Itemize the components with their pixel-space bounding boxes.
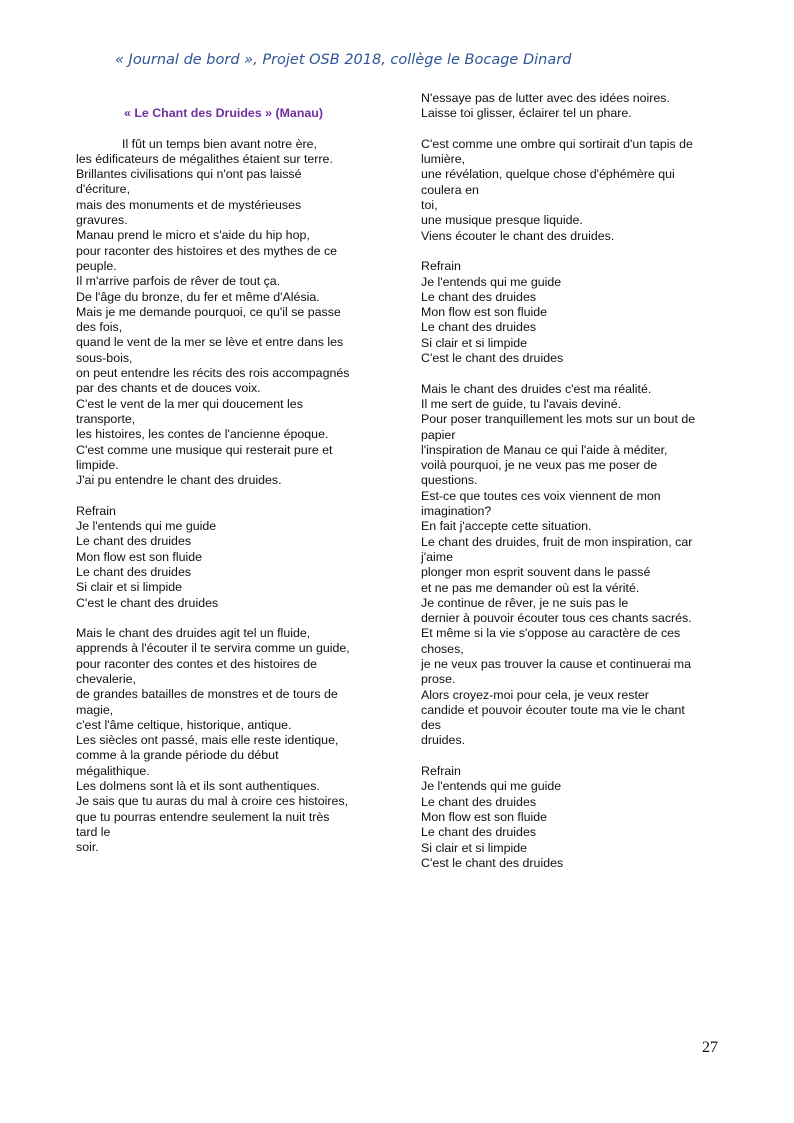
lyric-line: J'ai pu entendre le chant des druides. — [76, 473, 282, 488]
lyric-line: Est-ce que toutes ces voix viennent de mon — [421, 488, 661, 503]
lyric-line: limpide. — [76, 457, 119, 472]
lyric-line: Le chant des druides, fruit de mon inspiration, car — [421, 534, 693, 549]
lyric-line: prose. — [421, 672, 456, 687]
lyric-line: Viens écouter le chant des druides. — [421, 228, 615, 243]
lyric-line: Le chant des druides — [421, 794, 537, 809]
right-text-column — [421, 91, 731, 871]
blank-line — [421, 122, 731, 137]
lyric-line: Il me sert de guide, tu l'avais deviné. — [421, 396, 622, 411]
lyric-line: lumière, — [421, 152, 466, 167]
lyric-line: questions. — [421, 473, 478, 488]
lyric-line: je ne veux pas trouver la cause et continuerai ma — [421, 656, 691, 671]
lyric-line: Refrain — [76, 503, 116, 518]
lyric-line: Alors croyez-moi pour cela, je veux rester — [421, 687, 649, 702]
lyric-line: Je sais que tu auras du mal à croire ces histoires, — [76, 794, 349, 809]
lyric-line: Mais le chant des druides c'est ma réalité. — [421, 381, 652, 396]
lyric-line: Et même si la vie s'oppose au caractère de ces — [421, 626, 681, 641]
lyric-line: candide et pouvoir écouter toute ma vie le chant — [421, 702, 685, 717]
lyric-line: C'est le chant des druides — [421, 855, 564, 870]
lyric-line: j'aime — [421, 549, 453, 564]
lyric-line: C'est comme une ombre qui sortirait d'un tapis de — [421, 136, 693, 151]
lyric-line: toi, — [421, 198, 438, 213]
lyric-line: Pour poser tranquillement les mots sur un bout de — [421, 412, 696, 427]
lyric-line: tard le — [76, 824, 111, 839]
left-lyrics — [76, 137, 386, 856]
lyric-line: Mais je me demande pourquoi, ce qu'il se passe — [76, 304, 341, 319]
lyric-line: les édificateurs de mégalithes étaient sur terre. — [76, 151, 333, 166]
lyric-line: et ne pas me demander où est la vérité. — [421, 580, 640, 595]
lyric-line: imagination? — [421, 504, 492, 519]
lyric-line: soir. — [76, 840, 99, 855]
lyric-line: Je l'entends qui me guide — [421, 274, 562, 289]
lyric-line: Je l'entends qui me guide — [421, 779, 562, 794]
lyric-line: Le chant des druides — [421, 825, 537, 840]
lyric-line: peuple. — [76, 258, 117, 273]
song-title: « Le Chant des Druides » (Manau) — [124, 106, 323, 120]
lyric-line: une révélation, quelque chose d'éphémère qui — [421, 167, 675, 182]
lyric-line: on peut entendre les récits des rois accompagnés — [76, 366, 350, 381]
lyric-line: par des chants et de douces voix. — [76, 381, 261, 396]
lyric-line: Mon flow est son fluide — [421, 809, 548, 824]
lyric-line: C'est le chant des druides — [76, 595, 219, 610]
right-lyrics — [421, 91, 731, 871]
lyric-line: pour raconter des contes et des histoires de — [76, 656, 318, 671]
lyric-line: C'est le chant des druides — [421, 351, 564, 366]
lyric-line: les histoires, les contes de l'ancienne époque. — [76, 427, 329, 442]
lyric-line: magie, — [76, 702, 114, 717]
page-number: 27 — [702, 1039, 718, 1056]
lyric-line: Manau prend le micro et s'aide du hip hop, — [76, 228, 310, 243]
blank-line — [76, 488, 386, 503]
lyric-line: que tu pourras entendre seulement la nuit très — [76, 809, 330, 824]
lyric-line: Les siècles ont passé, mais elle reste identique, — [76, 733, 339, 748]
lyric-line: une musique presque liquide. — [421, 213, 583, 228]
lyric-line: Le chant des druides — [76, 534, 192, 549]
blank-line — [421, 749, 731, 764]
lyric-line: Je continue de rêver, je ne suis pas le — [421, 595, 629, 610]
lyric-line: De l'âge du bronze, du fer et même d'Alésia. — [76, 289, 320, 304]
blank-line — [76, 611, 386, 626]
lyric-line: Si clair et si limpide — [421, 840, 528, 855]
blank-line — [421, 244, 731, 259]
lyric-line: C'est comme une musique qui resterait pure et — [76, 442, 333, 457]
lyric-line: Le chant des druides — [421, 320, 537, 335]
lyric-line: C'est le vent de la mer qui doucement les — [76, 396, 303, 411]
lyric-line: apprends à l'écouter il te servira comme un guide, — [76, 641, 350, 656]
lyric-line: Mon flow est son fluide — [76, 549, 203, 564]
lyric-line: pour raconter des histoires et des mythes de ce — [76, 243, 338, 258]
lyric-line: Je l'entends qui me guide — [76, 519, 217, 534]
lyric-line: sous-bois, — [76, 350, 133, 365]
lyric-line: Si clair et si limpide — [76, 580, 183, 595]
lyric-line: transporte, — [76, 411, 136, 426]
lyric-line: des — [421, 718, 441, 733]
lyric-line: En fait j'accepte cette situation. — [421, 519, 592, 534]
lyric-line: Brillantes civilisations qui n'ont pas laissé — [76, 167, 302, 182]
lyric-line: Mais le chant des druides agit tel un fluide, — [76, 626, 311, 641]
lyric-line: de grandes batailles de monstres et de tours de — [76, 687, 338, 702]
blank-line — [421, 366, 731, 381]
lyric-line: choses, — [421, 641, 464, 656]
lyric-line: gravures. — [76, 213, 128, 228]
lyric-line: l'inspiration de Manau ce qui l'aide à méditer, — [421, 442, 668, 457]
lyric-line: dernier à pouvoir écouter tous ces chants sacrés. — [421, 611, 692, 626]
lyric-line: comme à la grande période du début — [76, 748, 279, 763]
lyric-line: plonger mon esprit souvent dans le passé — [421, 565, 651, 580]
lyric-line: druides. — [421, 733, 466, 748]
lyric-line: Il m'arrive parfois de rêver de tout ça. — [76, 274, 281, 289]
lyric-line: chevalerie, — [76, 671, 136, 686]
lyric-line: des fois, — [76, 320, 123, 335]
lyric-line: Mon flow est son fluide — [421, 305, 548, 320]
lyric-line: Le chant des druides — [76, 564, 192, 579]
lyric-line: mais des monuments et de mystérieuses — [76, 197, 302, 212]
page-header: « Journal de bord », Projet OSB 2018, collège le Bocage Dinard — [115, 52, 572, 68]
lyric-line: N'essaye pas de lutter avec des idées noires. — [421, 91, 670, 105]
lyric-line: coulera en — [421, 182, 479, 197]
lyric-line: Il fût un temps bien avant notre ère, — [122, 136, 317, 151]
lyric-line: voilà pourquoi, je ne veux pas me poser de — [421, 458, 658, 473]
lyric-line: c'est l'âme celtique, historique, antique. — [76, 717, 292, 732]
lyric-line: papier — [421, 427, 456, 442]
lyric-line: Refrain — [421, 764, 461, 779]
lyric-line: Le chant des druides — [421, 289, 537, 304]
lyric-line: quand le vent de la mer se lève et entre dans les — [76, 335, 344, 350]
lyric-line: Les dolmens sont là et ils sont authentiques. — [76, 779, 320, 794]
lyric-line: Si clair et si limpide — [421, 335, 528, 350]
lyric-line: d'écriture, — [76, 182, 131, 197]
left-text-column — [76, 106, 386, 856]
lyric-line: Refrain — [421, 259, 461, 274]
lyric-line: Laisse toi glisser, éclairer tel un phare. — [421, 106, 632, 121]
lyric-line: mégalithique. — [76, 763, 150, 778]
